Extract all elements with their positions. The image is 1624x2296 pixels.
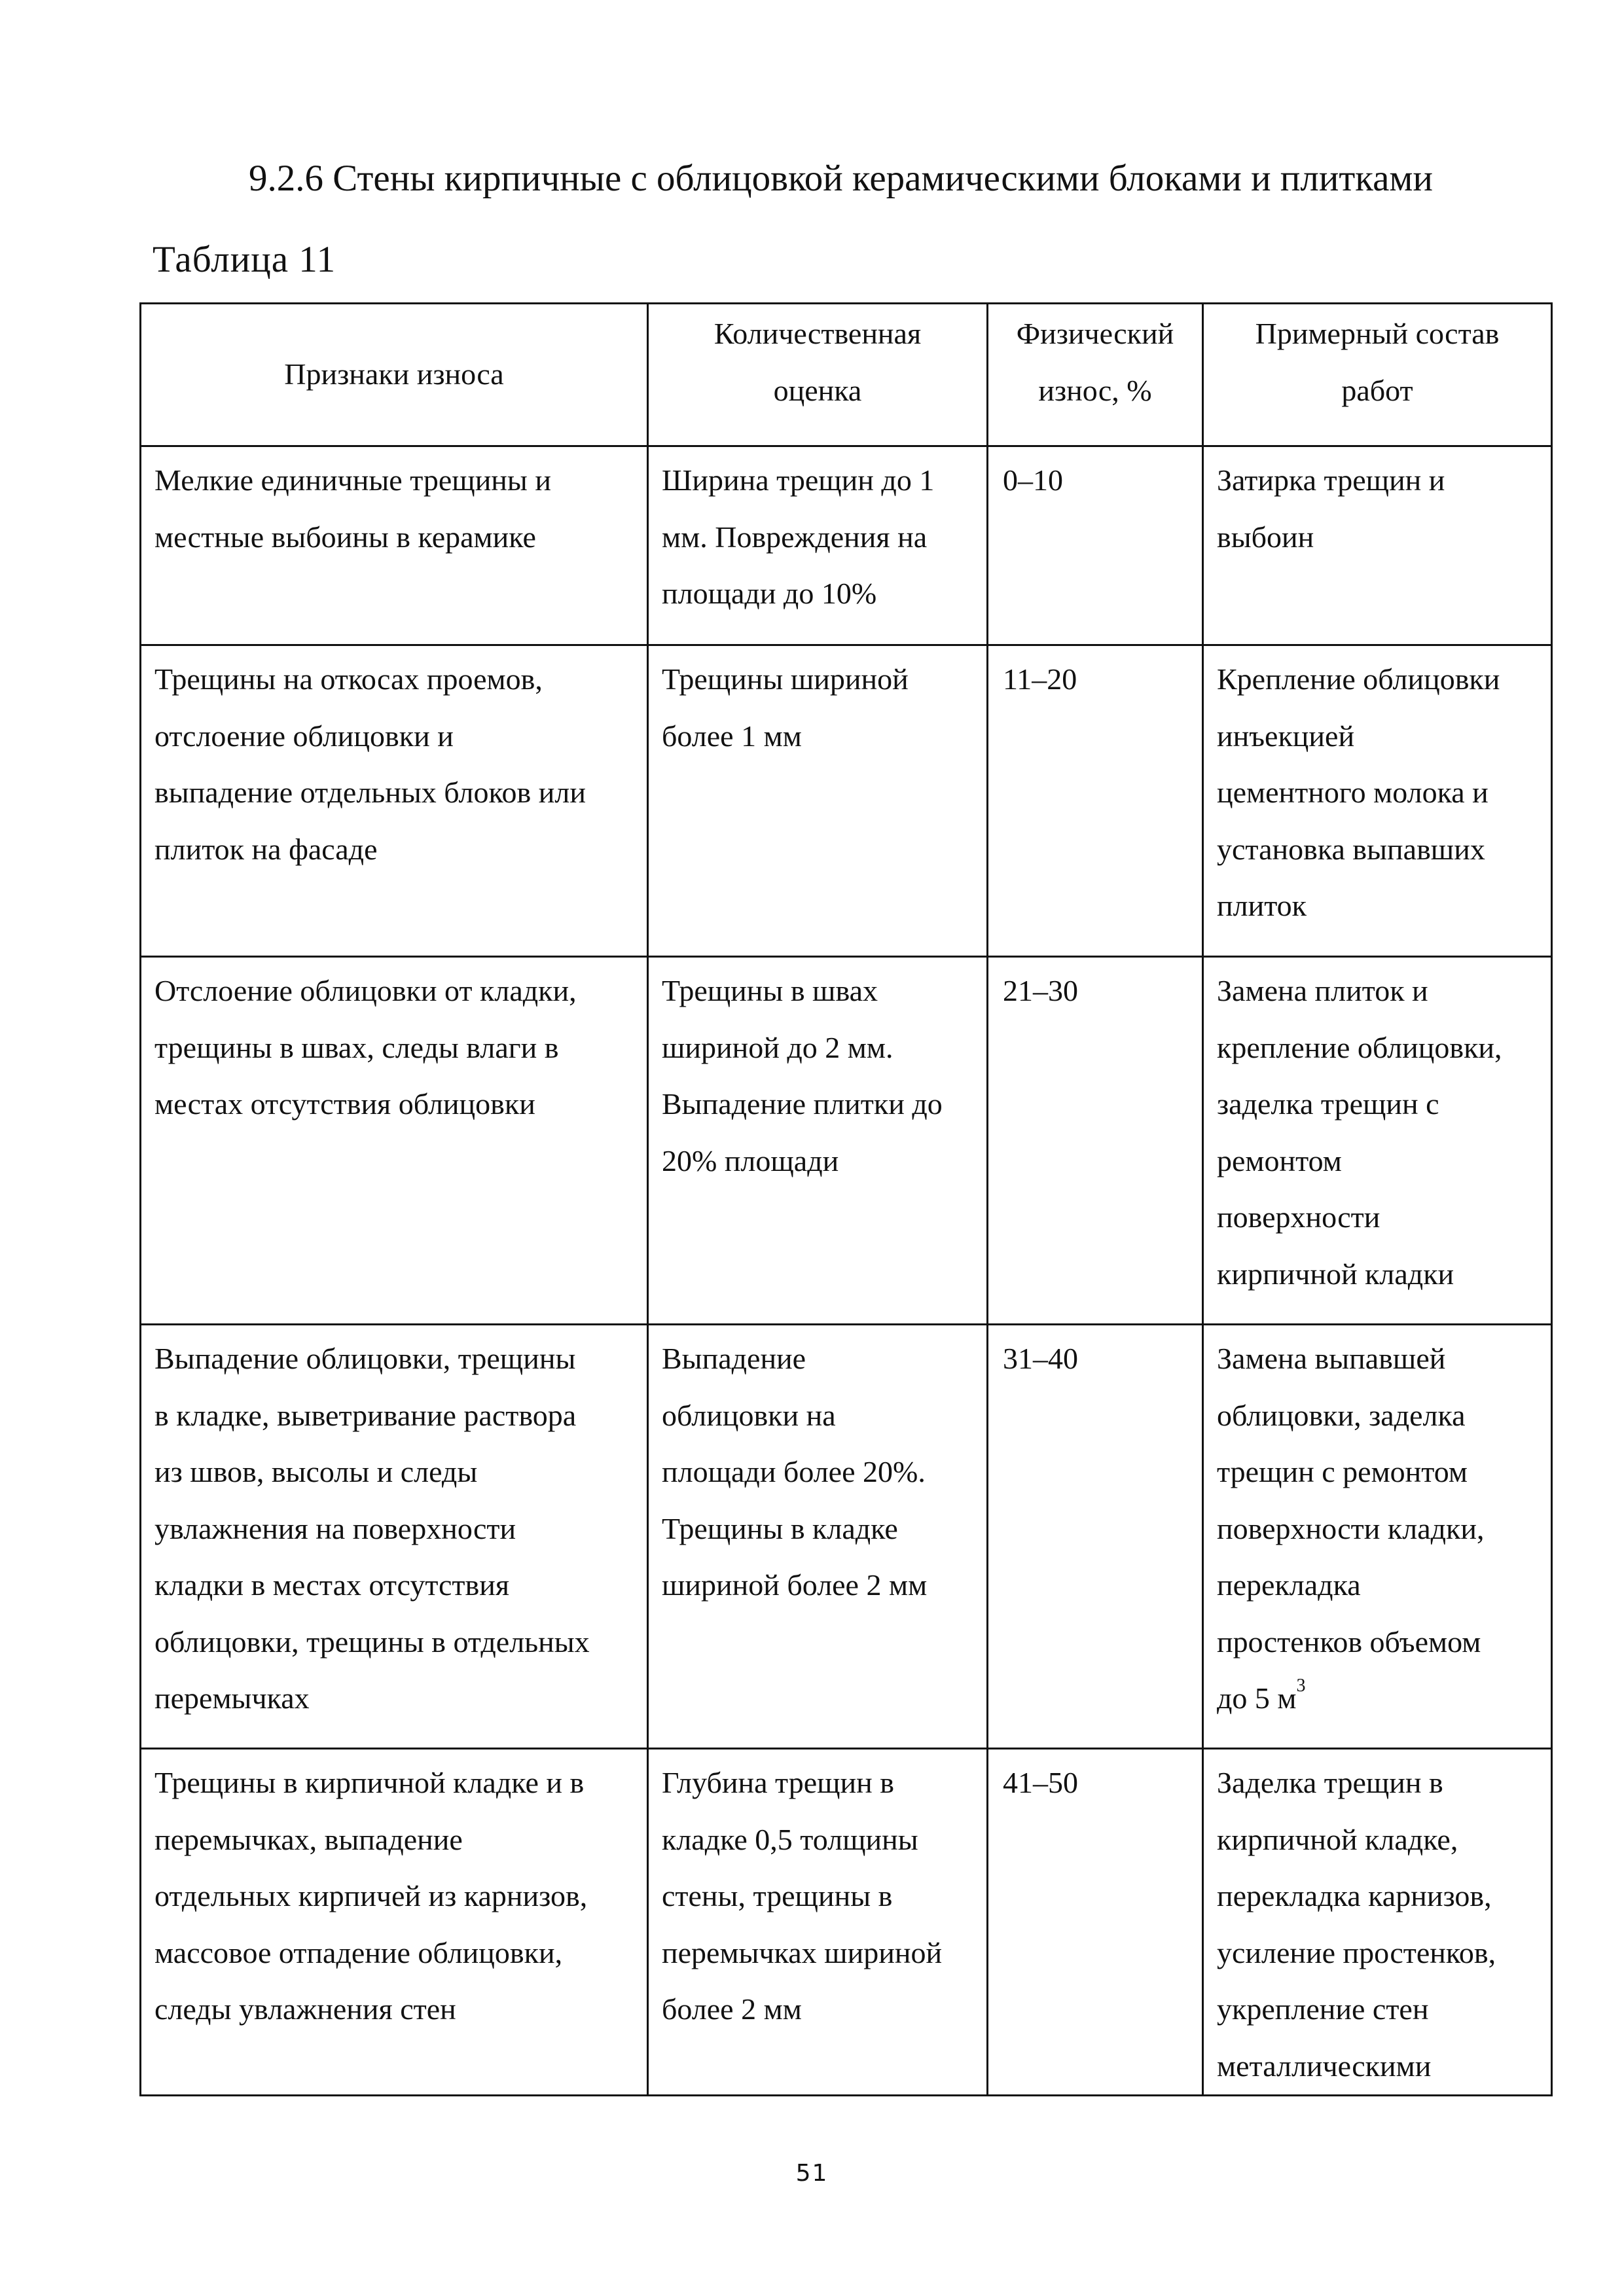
header-wear: Физический износ, %	[988, 304, 1203, 446]
cell-works: Заделка трещин в кирпичной кладке, перекладка карнизов, усиление простенков, укрепление стен металлическими	[1203, 1749, 1552, 2096]
header-signs: Признаки износа	[141, 304, 648, 446]
cell-works: Затирка трещин и выбоин	[1203, 446, 1552, 645]
table-row	[141, 1325, 1552, 1749]
cell-signs: Трещины на откосах проемов, отслоение облицовки и выпадение отдельных блоков или плиток на фасаде	[141, 645, 648, 957]
cell-works: Замена выпавшей облицовки, заделка трещин с ремонтом поверхности кладки, перекладка простенков объемом до 5 $м^3$	[1203, 1325, 1552, 1749]
wear-table	[139, 302, 1553, 2096]
section-heading: 9.2.6 Стены кирпичные с облицовкой керамическими блоками и плитками	[249, 158, 1433, 199]
table-caption: Таблица 11	[153, 239, 336, 280]
cell-wear: 31–40	[988, 1325, 1203, 1749]
cell-wear: 11–20	[988, 645, 1203, 957]
cell-signs: Трещины в кирпичной кладке и в перемычках, выпадение отдельных кирпичей из карнизов, массовое отпадение облицовки, следы увлажнения стен	[141, 1749, 648, 2096]
cell-wear: 41–50	[988, 1749, 1203, 2096]
cell-signs: Выпадение облицовки, трещины в кладке, выветривание раствора из швов, высолы и следы увлажнения на поверхности кладки в местах отсутствия облицовки, трещины в отдельных перемычках	[141, 1325, 648, 1749]
page-number: 51	[795, 2160, 829, 2187]
header-works: Примерный состав работ	[1203, 304, 1552, 446]
table-row	[141, 1749, 1552, 2096]
volume-text: до 5 $м^3$	[1217, 1676, 1306, 1715]
header-assessment: Количественная оценка	[648, 304, 988, 446]
table-row	[141, 957, 1552, 1325]
cell-assessment: Трещины в швах шириной до 2 мм. Выпадение плитки до 20% площади	[648, 957, 988, 1325]
cell-wear: 21–30	[988, 957, 1203, 1325]
cell-wear: 0–10	[988, 446, 1203, 645]
table-row	[141, 645, 1552, 957]
cell-assessment: Выпадение облицовки на площади более 20%. Трещины в кладке шириной более 2 мм	[648, 1325, 988, 1749]
cell-works: Крепление облицовки инъекцией цементного молока и установка выпавших плиток	[1203, 645, 1552, 957]
cubic-superscript: 3	[1296, 1676, 1306, 1696]
table-row	[141, 446, 1552, 645]
cell-works: Замена плиток и крепление облицовки, заделка трещин с ремонтом поверхности кирпичной кладки	[1203, 957, 1552, 1325]
cell-signs: Мелкие единичные трещины и местные выбоины в керамике	[141, 446, 648, 645]
cell-assessment: Трещины шириной более 1 мм	[648, 645, 988, 957]
cell-assessment: Глубина трещин в кладке 0,5 толщины стены, трещины в перемычках шириной более 2 мм	[648, 1749, 988, 2096]
cell-signs: Отслоение облицовки от кладки, трещины в швах, следы влаги в местах отсутствия облицовки	[141, 957, 648, 1325]
cell-assessment: Ширина трещин до 1 мм. Повреждения на площади до 10%	[648, 446, 988, 645]
table-header-row	[141, 304, 1552, 446]
